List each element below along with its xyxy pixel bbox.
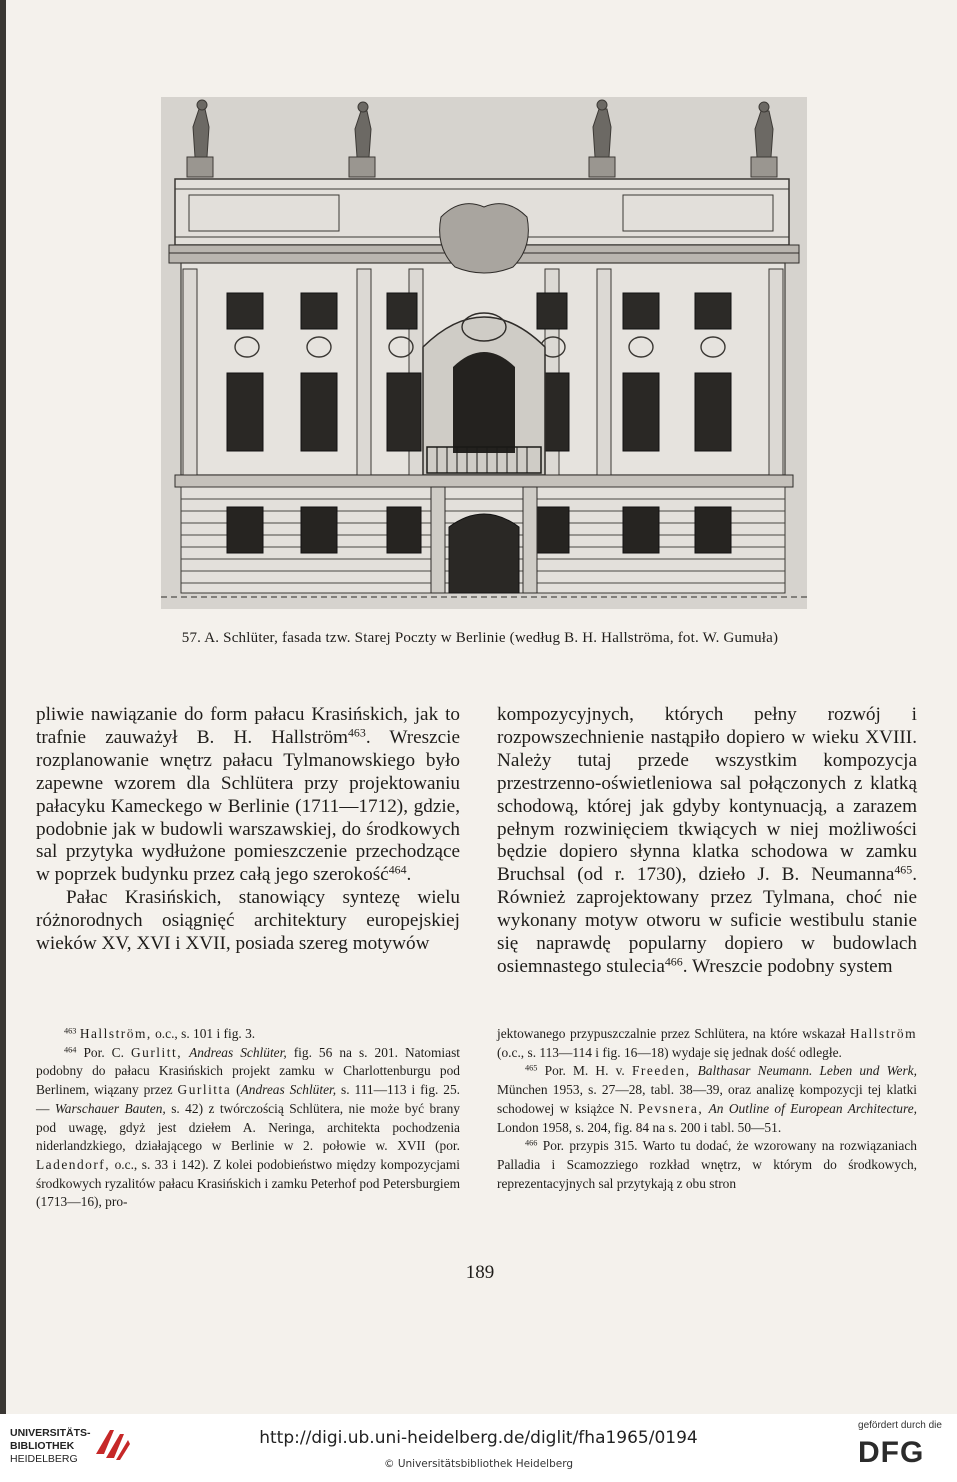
footnote-ref-466[interactable]: 466 bbox=[664, 954, 683, 969]
footnote-465: $^{465}$ Por. M. H. v. Freeden, Balthasar Neumann. Leben und Werk, München 1953, s. 27—28, tabl. 38—39, oraz analizę kompozycji tej klatki schodowej w książce N. Pevsnera, An Outline of European Architecture, London 1958, s. 204, fig. 84 na s. 200 i tabl. 50—51. bbox=[497, 1063, 917, 1135]
paragraph-right-1: kompozycyjnych, których pełny rozwój i rozpowszechnienie nastąpiło dopiero w wieku XVIII. Należy tutaj przede wszystkim kompozycja przestrzenno-oświetleniowa sal połączonych z klatką schodową, której jak gdyby kontynuacją, a zarazem pełnym rozwinięciem tkwiących w niej możliwości będzie dopiero słynna klatka schodowa w zamku Bruchsal (od r. 1730), dzieło J. B. Neumanna$^{465}$. Również zaprojektowany przez Tylmana, choć nie wykonany motyw otworu w suficie westibulu stanie się naprawdę popularny dopiero w budowlach osiemnastego stulecia$^{466}$. Wreszcie podobny system bbox=[497, 704, 917, 977]
footnote-464-continued: jektowanego przypuszczalnie przez Schlütera, na które wskazał Hallström (o.c., s. 113—114 i fig. 16—18) wydaje się jednak dość odległe. bbox=[497, 1026, 917, 1060]
permalink-url[interactable]: http://digi.ub.uni-heidelberg.de/diglit/fha1965/0194 bbox=[259, 1428, 698, 1448]
footnotes-left bbox=[36, 1025, 460, 1212]
figure-caption: 57. A. Schlüter, fasada tzw. Starej Poczty w Berlinie (według B. H. Hallströma, fot. W. Gumuła) bbox=[181, 630, 779, 646]
footnote-ref-463[interactable]: 463 bbox=[347, 725, 366, 740]
paragraph-left-2: Pałac Krasińskich, stanowiący syntezę wielu różnorodnych osiągnięć architektury europejskiej wieków XV, XVI i XVII, posiada szereg motywów bbox=[36, 887, 460, 955]
copyright-notice: © Universitätsbibliothek Heidelberg bbox=[383, 1458, 573, 1470]
footnote-ref-464[interactable]: 464 bbox=[388, 862, 407, 877]
footnote-ref-465[interactable]: 465 bbox=[894, 862, 913, 877]
footnotes-right bbox=[497, 1025, 917, 1193]
page-number: 189 bbox=[465, 1262, 495, 1283]
footnote-464: $^{464}$ Por. C. Gurlitt, Andreas Schlüter, fig. 56 na s. 201. Natomiast podobny do pałacu Krasińskich projekt zamku w Charlottenburgu pod Berlinem, wiązany przez Gurlitta (Andreas Schlüter, s. 111—113 i fig. 25. — Warschauer Bauten, s. 42) z twórczością Schlütera, nie może być brany pod uwagę, gdyż jest dziełem A. Neringa, architekta pochodzenia niderlandzkiego, działającego w Berlinie w 2. połowie w. XVII (por. Ladendorf, o.c., s. 33 i 142). Z kolei podobieństwo między kompozycjami środkowych ryzalitów pałacu Krasińskich i zamku Peterhof pod Petersburgiem (1713—16), pro- bbox=[36, 1044, 461, 1210]
paragraph-left-1: pliwie nawiązanie do form pałacu Krasińskich, jak to trafnie zauważył B. H. Hallström$^{463}$. Wreszcie rozplanowanie wnętrz pałacu Tylmanowskiego było zapewne wzorem dla Schlütera przy projektowaniu pałacyku Kameckego w Berlinie (1711—1712), gdzie, podobnie jak w budowli warszawskiej, do środkowych sal przytyka wydłużone pomieszczenie przechodzące w poprzek budynku przez całą jego szerokość$^{464}$. bbox=[36, 704, 460, 886]
facade-illustration bbox=[161, 97, 807, 609]
body-column-left bbox=[36, 704, 460, 956]
dfg-funding-label: gefördert durch die bbox=[858, 1420, 942, 1431]
footnote-463: $^{463}$ Hallström, o.c., s. 101 i fig. 3. bbox=[64, 1026, 256, 1041]
dfg-logo[interactable]: DFG bbox=[858, 1436, 925, 1469]
footer-bar bbox=[0, 1414, 957, 1482]
footnote-466: $^{466}$ Por. przypis 315. Warto tu dodać, że wzorowany na rozwiązaniach Palladia i Scamozziego rozkład wnętrz, w którym do środkowych, reprezentacyjnych sal przytykają z obu stron bbox=[497, 1138, 917, 1191]
university-library-logo[interactable]: UNIVERSITÄTS- BIBLIOTHEK HEIDELBERG bbox=[10, 1427, 91, 1465]
body-column-right bbox=[497, 704, 917, 979]
scan-edge bbox=[0, 0, 6, 1482]
